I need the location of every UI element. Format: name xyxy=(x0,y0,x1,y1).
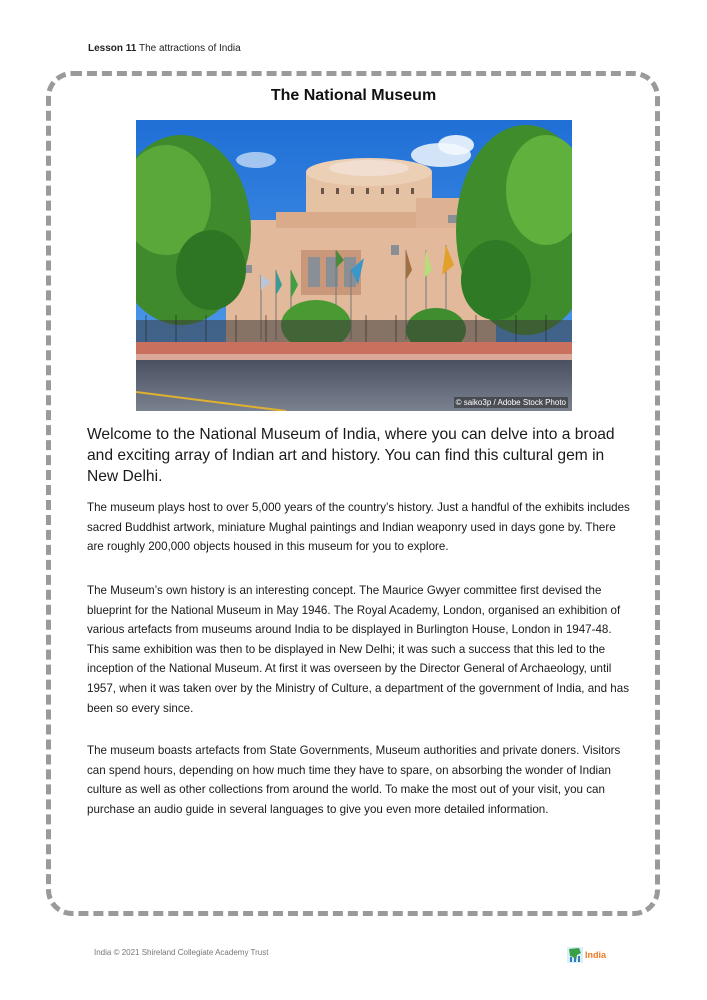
india-map-icon xyxy=(567,947,583,963)
body-paragraph-2: The Museum’s own history is an interesting concept. The Maurice Gwyer committee first devised the blueprint for the National Museum in May 1946. The Royal Academy, London, organised an exhibition of various artefacts from museums around India to be displayed in Burlington House, London in 1947-48. This same exhibition was then to be displayed in New Delhi; it was such a success that this led to the inception of the National Museum. At first it was overseen by the Director General of Archaeology, until 1957, when it was taken over by the Ministry of Culture, a department of the government of India, and has been so every since. xyxy=(87,584,629,715)
page-title: The National Museum xyxy=(270,87,437,104)
museum-photo xyxy=(136,120,572,411)
photo-credit: © saiko3p / Adobe Stock Photo xyxy=(455,398,566,407)
footer-logo-text: India xyxy=(585,950,607,960)
body-paragraph-3: The museum boasts artefacts from State Governments, Museum authorities and private doners. Visitors can spend hours, depending on how much time they have to spare, on absorbing the wonder of Indian culture as well as other collections from around the world. To make the most out of your visit, you can purchase an audio guide in several languages to give you even more detailed information. xyxy=(87,744,621,816)
museum-illustration xyxy=(136,120,572,411)
intro-paragraph: Welcome to the National Museum of India, where you can delve into a broad and exciting array of Indian art and history. You can find this cultural gem in New Delhi. xyxy=(87,426,615,485)
body-paragraph-1: The museum plays host to over 5,000 years of the country’s history. Just a handful of the exhibits includes sacred Buddhist artwork, miniature Mughal paintings and Indian weaponry used in days gone by. There are roughly 200,000 objects housed in this museum for you to explore. xyxy=(87,501,630,554)
lesson-header xyxy=(88,43,241,54)
footer-copyright: India © 2021 Shireland Collegiate Academy Trust xyxy=(94,948,269,957)
footer-logo xyxy=(567,946,606,964)
lesson-title: The attractions of India xyxy=(138,43,241,54)
lesson-number: Lesson 11 xyxy=(88,43,137,54)
